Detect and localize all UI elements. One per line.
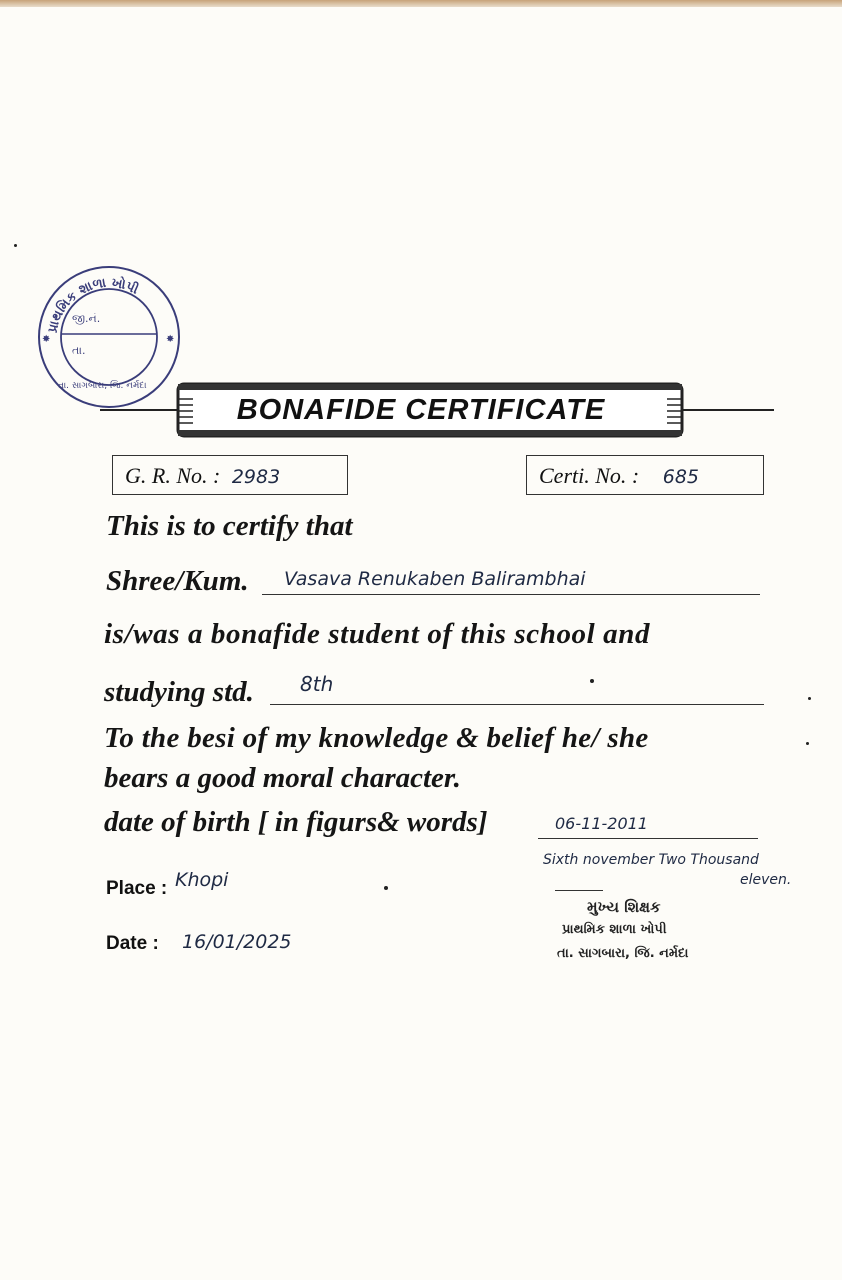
bonafide-student-line: is/was a bonafide student of this school and — [104, 618, 651, 650]
dob-words-underline — [555, 890, 603, 891]
svg-text:તા.: તા. — [72, 344, 86, 357]
certify-line: This is to certify that — [106, 510, 353, 542]
gr-number-box — [112, 455, 348, 495]
paper-speck — [808, 697, 811, 700]
certificate-title: BONAFIDE CERTIFICATE — [236, 394, 606, 426]
svg-text:પ્રાથમિક શાળા ખોપી: પ્રાથમિક શાળા ખોપી — [45, 275, 141, 335]
place-label: Place : — [106, 878, 168, 899]
paper-speck — [384, 886, 388, 890]
name-underline — [262, 594, 760, 595]
school-seal-stamp — [34, 262, 184, 412]
banner-rule-right — [682, 409, 774, 411]
dob-underline — [538, 838, 758, 839]
svg-text:જી.નં.: જી.નં. — [72, 312, 101, 325]
paper-speck — [14, 244, 17, 247]
dob-label: date of birth [ in figurs& words] — [104, 806, 488, 838]
gr-number-value: 2983 — [231, 466, 281, 488]
dob-figures: 06-11-2011 — [555, 814, 648, 833]
shree-kum-label: Shree/Kum. — [106, 565, 249, 597]
dob-words-line2: eleven. — [740, 872, 792, 888]
certificate-number-box — [526, 455, 764, 495]
std-value: 8th — [300, 672, 334, 696]
moral-character-line: bears a good moral character. — [104, 762, 461, 794]
studying-std-label: studying std. — [104, 676, 254, 708]
signatory-address: તા. સાગબારા, જિ. નર્મદા — [557, 946, 689, 961]
paper-edge — [0, 0, 842, 7]
date-value: 16/01/2025 — [182, 931, 292, 953]
svg-text:✸: ✸ — [42, 334, 51, 345]
dob-words-line1: Sixth november Two Thousand — [543, 852, 759, 868]
gr-number-label: G. R. No. : — [125, 463, 221, 488]
signatory-school: પ્રાથમિક શાળા ખોપી — [562, 922, 667, 937]
certificate-number-label: Certi. No. : — [539, 463, 640, 488]
banner-rule-left — [100, 409, 180, 411]
knowledge-belief-line: To the besi of my knowledge & belief he/ she — [104, 722, 649, 754]
date-label: Date : — [106, 933, 159, 954]
std-underline — [270, 704, 764, 705]
certificate-number-value: 685 — [662, 466, 699, 488]
signatory-title: મુખ્ય શિક્ષક — [587, 898, 661, 916]
paper-speck — [806, 742, 809, 745]
place-value: Khopi — [175, 869, 229, 891]
student-name: Vasava Renukaben Balirambhai — [284, 568, 586, 590]
svg-text:તા. સાગબારા, જિ. નર્મદા: તા. સાગબારા, જિ. નર્મદા — [58, 381, 147, 391]
paper-speck — [590, 679, 594, 683]
svg-text:✸: ✸ — [166, 334, 175, 345]
